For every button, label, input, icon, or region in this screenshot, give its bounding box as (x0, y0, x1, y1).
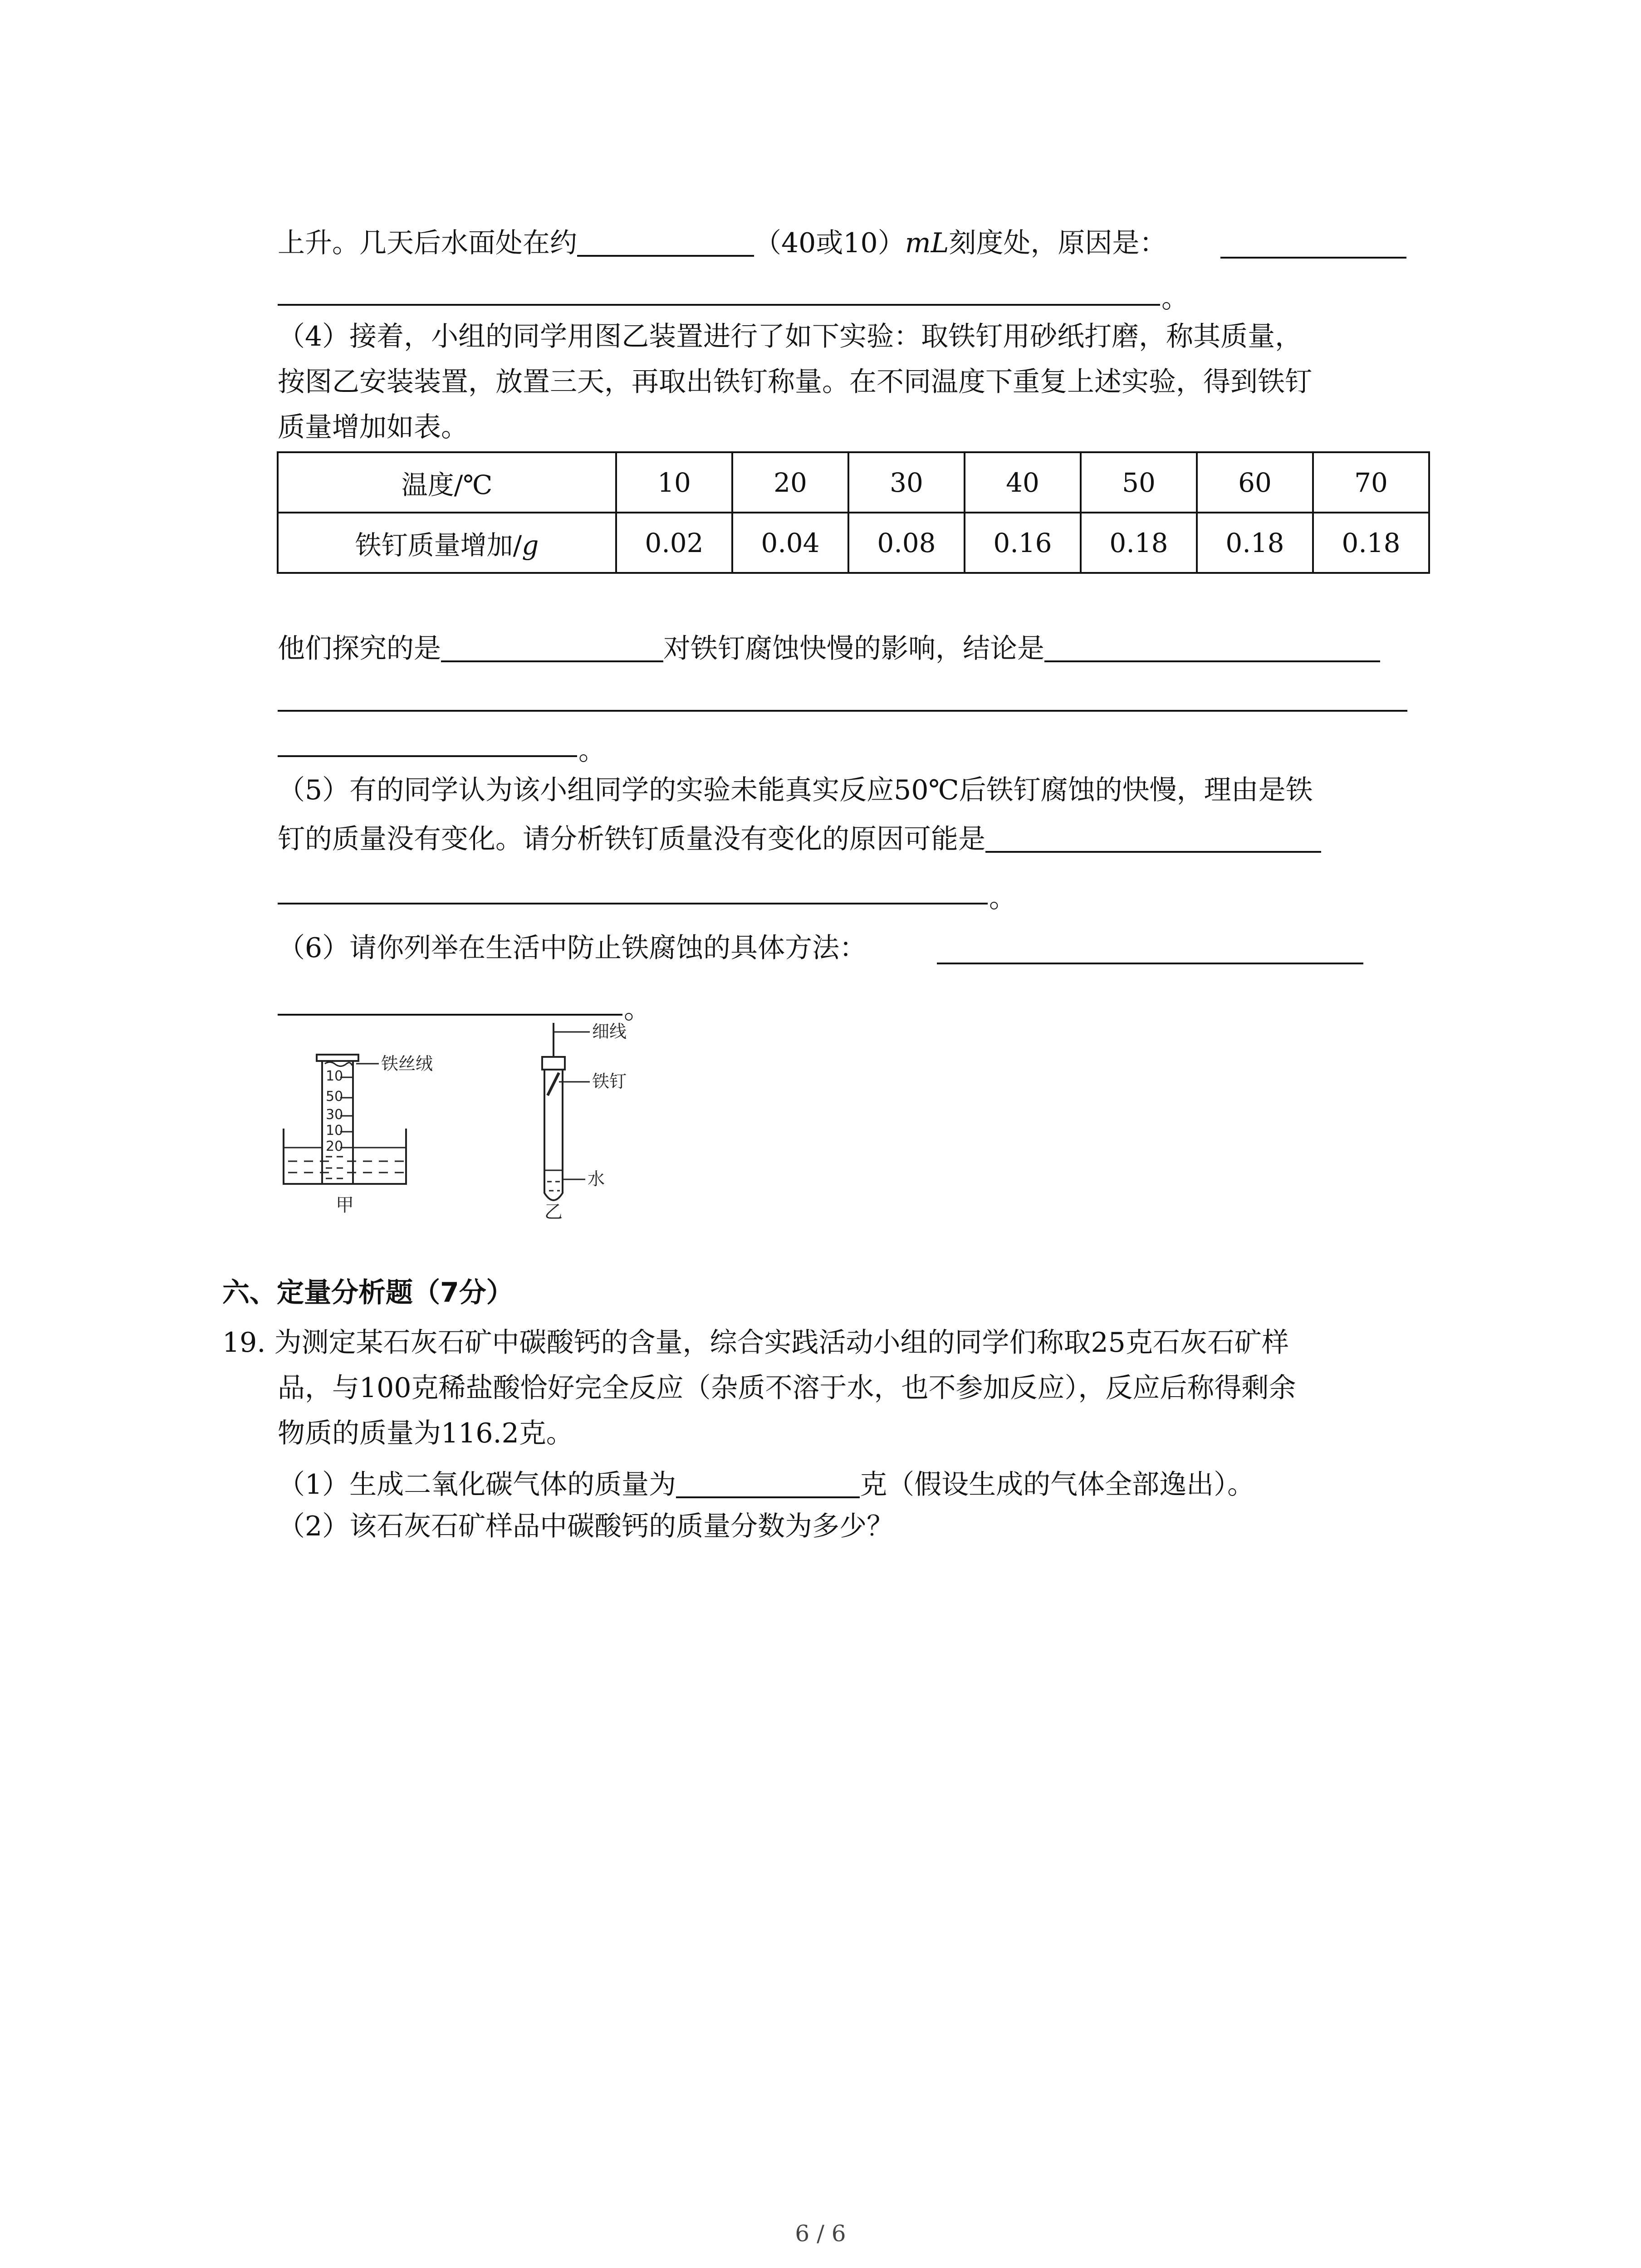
fig-yi-label-water: 水 (588, 1169, 605, 1189)
q5-blank-reason-1[interactable] (985, 822, 1321, 853)
table-cell: 0.08 (848, 513, 965, 573)
q3-line1 (278, 226, 1166, 257)
table-row-mass (278, 513, 1429, 573)
page-number: 6 / 6 (795, 2220, 846, 2247)
q4-after-text-a: 他们探究的是 (278, 633, 441, 665)
q5-line2 (278, 822, 1321, 853)
q3-blank-volume[interactable] (577, 226, 754, 257)
q4-end: 。 (578, 735, 606, 767)
fig-jia-tick-1: 50 (326, 1089, 343, 1105)
figure-jia (284, 1055, 406, 1184)
fig-yi-label-nail: 铁钉 (592, 1071, 627, 1091)
fig-jia-tick-4: 20 (326, 1139, 343, 1154)
fig-jia-tick-2: 30 (326, 1107, 343, 1123)
q19-line3: 物质的质量为116.2克。 (278, 1418, 573, 1449)
q19-line1: 19. 为测定某石灰石矿中碳酸钙的含量，综合实践活动小组的同学们称取25克石灰石矿样 (222, 1327, 1289, 1359)
apparatus-figure (272, 1012, 681, 1229)
table-header-mass (278, 513, 616, 573)
fig-yi-caption: 乙 (544, 1202, 563, 1222)
q5-line1: （5）有的同学认为该小组同学的实验未能真实反应50℃后铁钉腐蚀的快慢，理由是铁 (278, 774, 1313, 806)
temperature-mass-table (277, 451, 1430, 574)
q6-blank-method-1[interactable] (937, 963, 1363, 964)
table-cell: 0.04 (732, 513, 848, 573)
q19-sub1-text-b: 克（假设生成的气体全部逸出）。 (860, 1469, 1255, 1501)
table-cell: 0.02 (616, 513, 732, 573)
q19-line2: 品，与100克稀盐酸恰好完全反应（杂质不溶于水，也不参加反应），反应后称得剩余 (278, 1372, 1296, 1404)
q6-line1-text: （6）请你列举在生活中防止铁腐蚀的具体方法： (278, 932, 867, 964)
fig-jia-tick-0: 10 (326, 1068, 343, 1084)
table-cell: 0.16 (965, 513, 1081, 573)
table-cell: 40 (965, 452, 1081, 513)
q19-sub2: （2）该石灰石矿样品中碳酸钙的质量分数为多少？ (278, 1510, 894, 1542)
q4-line2: 按图乙安装装置，放置三天，再取出铁钉称量。在不同温度下重复上述实验，得到铁钉 (278, 366, 1312, 398)
q19-blank-co2-mass[interactable] (676, 1467, 860, 1498)
table-cell: 10 (616, 452, 732, 513)
q6-end: 。 (624, 993, 651, 1025)
fig-yi-label-thread: 细线 (592, 1022, 627, 1041)
q3-blank-reason-2[interactable] (278, 304, 1160, 306)
table-row-temperature (278, 452, 1429, 513)
q19-sub1-text-a: （1）生成二氧化碳气体的质量为 (278, 1469, 676, 1501)
fig-jia-tick-3: 10 (326, 1123, 343, 1139)
table-cell: 70 (1313, 452, 1429, 513)
q4-after-text-b: 对铁钉腐蚀快慢的影响，结论是 (663, 633, 1044, 665)
q4-after-line (278, 631, 1380, 665)
q5-blank-reason-2[interactable] (278, 903, 988, 904)
table-cell: 0.18 (1197, 513, 1313, 573)
q4-line1: （4）接着，小组的同学用图乙装置进行了如下实验：取铁钉用砂纸打磨，称其质量， (278, 321, 1303, 352)
table-cell: 30 (848, 452, 965, 513)
mass-label: 铁钉质量增加/ (355, 529, 522, 561)
table-cell: 0.18 (1313, 513, 1429, 573)
q3-text-d: 刻度处，原因是： (949, 227, 1167, 259)
mass-unit: g (522, 529, 539, 561)
table-cell: 20 (732, 452, 848, 513)
q4-blank-conclusion-1[interactable] (1044, 631, 1380, 662)
q3-unit: mL (905, 227, 949, 259)
q19-sub1 (278, 1467, 1255, 1501)
q4-line3: 质量增加如表。 (278, 411, 468, 443)
table-cell: 50 (1081, 452, 1197, 513)
section-heading: 六、定量分析题（7分） (222, 1277, 514, 1309)
q5-end: 。 (989, 882, 1016, 914)
q4-blank-conclusion-3[interactable] (278, 755, 577, 757)
figure-yi (542, 1023, 590, 1200)
fig-jia-label-steel-wool: 铁丝绒 (381, 1054, 433, 1074)
table-cell: 0.18 (1081, 513, 1197, 573)
q4-blank-factor[interactable] (441, 631, 663, 662)
q3-text-b: （40或10） (754, 227, 905, 259)
q3-text-a: 上升。几天后水面处在约 (278, 227, 577, 259)
table-header-temperature: 温度/℃ (278, 452, 616, 513)
q4-blank-conclusion-2[interactable] (278, 710, 1407, 712)
q3-blank-reason-1[interactable] (1220, 257, 1406, 259)
table-cell: 60 (1197, 452, 1313, 513)
q3-end: 。 (1161, 283, 1189, 314)
q5-line2-text: 钉的质量没有变化。请分析铁钉质量没有变化的原因可能是 (278, 823, 985, 855)
q6-line1 (278, 934, 867, 962)
fig-jia-caption: 甲 (336, 1195, 354, 1216)
